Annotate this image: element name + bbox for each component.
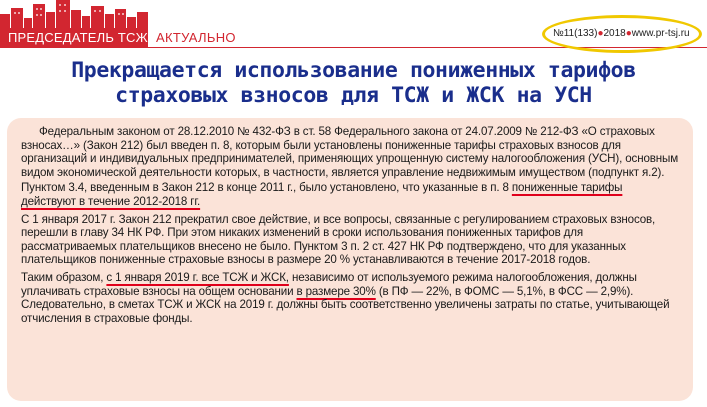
paragraph-4-start: Таким образом,	[21, 270, 107, 284]
paragraph-4	[21, 271, 679, 325]
issue-number: №11(133)	[553, 28, 598, 39]
paragraph-4-mid: независимо от используемого режима налогообложения, должны уплачивать страховые взносы на общем основании	[21, 270, 637, 298]
paragraph-4-end: (в ПФ — 22%, в ФОМС — 5,1%, в ФСС — 2,9%). Следовательно, в сметах ТСЖ и ЖСК на 2019 г. должны быть соответственно увеличены затраты по статье, учитывающей отчисления в страховые фонды.	[21, 284, 670, 325]
city-skyline-icon	[0, 0, 148, 30]
section-label: АКТУАЛЬНО	[156, 30, 236, 45]
highlight-rate: в размере 30%	[296, 284, 376, 298]
highlight-reduced-tariffs: пониженные тарифы действуют в течение 2012-2018 гг.	[21, 181, 623, 208]
issue-info	[553, 28, 690, 40]
paragraph-2-text: Пунктом 3.4, введенным в Закон 212 в конце 2011 г., было установлено, что указанные в п. 8	[21, 181, 512, 195]
article-title	[10, 58, 697, 108]
dot-icon: ●	[597, 28, 604, 39]
issue-year: 2018	[603, 28, 626, 39]
issue-site: www.pr-tsj.ru	[631, 28, 690, 39]
article-body	[7, 118, 693, 401]
dot-icon: ●	[625, 28, 632, 39]
title-line-2: страховых взносов для ТСЖ и ЖСК на УСН	[115, 83, 592, 108]
title-line-1: Прекращается использование пониженных тарифов	[71, 58, 636, 83]
paragraph-1: Федеральным законом от 28.12.2010 № 432-ФЗ в ст. 58 Федерального закона от 24.07.2009 № 212-ФЗ «О страховых взносах…» (Закон 212) был введен п. 8, которым были установлены пониженные тарифы страховых взносов для организаций и индивидуальных предпринимателей, применяющих упрощенную систему налогообложения (УСН), основным видом экономической деятельности которых, в частности, является управление недвижимым имуществом (подпункт я.2).	[21, 125, 679, 179]
highlight-date: с 1 января 2019 г. все ТСЖ и ЖСК,	[106, 270, 289, 284]
paragraph-3: С 1 января 2017 г. Закон 212 прекратил свое действие, и все вопросы, связанные с регулированием страховых взносов, перешли в главу 34 НК РФ. При этом никаких изменений в сроки использования пониженных тарифов для рассматриваемых плательщиков внесено не было. Пунктом 3 п. 2 ст. 427 НК РФ подтверждено, что для указанных плательщиков пониженные страховые взносы в размере 20 % устанавливаются в течение 2017-2018 годов.	[21, 212, 656, 267]
magazine-brand: ПРЕДСЕДАТЕЛЬ ТСЖ	[0, 28, 148, 48]
paragraph-2	[21, 181, 679, 208]
masthead	[0, 0, 707, 52]
